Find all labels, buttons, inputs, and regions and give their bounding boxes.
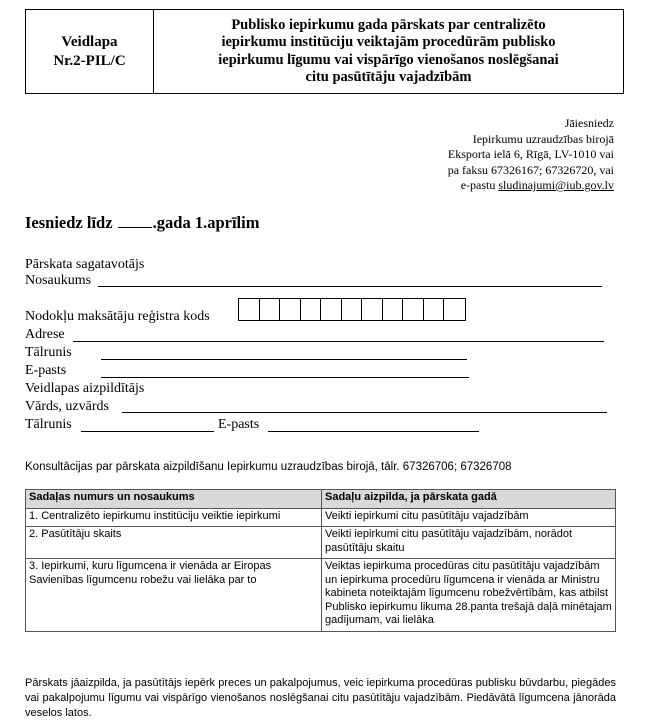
digit-box[interactable] [383,299,404,320]
filler-email-field[interactable] [268,431,479,432]
email-label: E-pasts [25,363,67,378]
form-number: Nr.2-PIL/C [53,52,126,69]
instructions-note: Pārskats jāaizpilda, ja pasūtītājs iepērk preces un pakalpojumus, veic iepirkuma procedūras publisku būvdarbu, piegādes vai pakalpojumu līgumu vai vispārīgo vienošanos noslēgšanai citu pasūtītāju vajadzībām. Piedāvātā līgumcena jānorāda veselos latos. [25,677,616,719]
form-label: Veidlapa [61,33,118,50]
digit-box[interactable] [239,299,260,320]
phone-field[interactable] [101,359,467,360]
submission-address [448,116,614,194]
table-cell: 1. Centralizēto iepirkumu institūciju veiktie iepirkumi [26,508,322,527]
sections-table [25,489,616,632]
digit-box[interactable] [444,299,465,320]
filler-phone-field[interactable] [81,431,214,432]
deadline-suffix: .gada 1.aprīlim [152,213,260,232]
address-label: Adrese [25,327,65,342]
deadline [25,213,259,233]
preparer-heading: Pārskata sagatavotājs [25,257,145,272]
filler-email-label: E-pasts [218,417,260,432]
name-label: Nosaukums [25,273,92,288]
form-header [25,9,624,94]
consultation-info: Konsultācijas par pārskata aizpildīšanu Iepirkumu uzraudzības birojā, tālr. 67326706; 67326708 [25,461,512,473]
submission-email-link[interactable]: sludinajumi@iub.gov.lv [498,178,614,192]
address-email-line [448,178,614,194]
digit-box[interactable] [424,299,445,320]
table-header-row [26,490,616,509]
table-cell: Veikti iepirkumi citu pasūtītāju vajadzībām, norādot pasūtītāju skaitu [322,527,616,559]
title-line: iepirkumu institūciju veiktajām procedūrām publisko [221,34,556,50]
title-line: iepirkumu līgumu vai vispārīgo vienošanos noslēgšanai [218,51,559,68]
address-line: Eksporta ielā 6, Rīgā, LV-1010 vai [447,147,614,161]
table-cell: Veikti iepirkumi citu pasūtītāju vajadzībām [322,508,616,527]
address-field[interactable] [73,341,604,342]
table-row [26,559,616,632]
digit-box[interactable] [362,299,383,320]
digit-box[interactable] [342,299,363,320]
tax-code-boxes[interactable] [238,298,466,321]
column-header: Sadaļu aizpilda, ja pārskata gadā [322,490,616,509]
title-line: Publisko iepirkumu gada pārskats par centralizēto [231,16,546,33]
table-row [26,508,616,527]
filler-heading: Veidlapas aizpildītājs [25,381,145,396]
name-field[interactable] [98,286,602,287]
phone-label: Tālrunis [25,345,72,360]
table-row [26,527,616,559]
digit-box[interactable] [321,299,342,320]
digit-box[interactable] [260,299,281,320]
digit-box[interactable] [280,299,301,320]
table-cell: Veiktas iepirkuma procedūras citu pasūtītāju vajadzībām un iepirkuma procedūru līgumcena ir vienāda ar Ministru kabineta noteiktajām līgumcenu robežvērtībām, kas atbilst Publisko iepirkumu likuma 28.panta trešajā daļā minētajam gadījumam, vai lielāka [322,559,616,632]
digit-box[interactable] [403,299,424,320]
title-line: citu pasūtītāju vajadzībām [305,69,472,85]
digit-box[interactable] [301,299,322,320]
address-line: Jāiesniedz [564,116,614,130]
table-cell: 3. Iepirkumi, kuru līgumcena ir vienāda ar Eiropas Savienības līgumcenu robežu vai lielāka par to [26,559,322,632]
year-blank[interactable] [118,215,152,228]
fullname-field[interactable] [122,412,607,413]
fullname-label: Vārds, uzvārds [25,399,109,414]
address-line: pa faksu 67326167; 67326720, vai [447,162,614,177]
column-header: Sadaļas numurs un nosaukums [26,490,322,509]
address-line: Iepirkumu uzraudzības birojā [472,131,614,146]
filler-phone-label: Tālrunis [25,417,72,432]
email-prefix: e-pastu [460,178,499,192]
table-cell: 2. Pasūtītāju skaits [26,527,322,559]
tax-code-label: Nodokļu maksātāju reģistra kods [25,309,210,324]
form-title [154,10,623,93]
form-id-cell [26,10,154,93]
email-field[interactable] [101,377,469,378]
deadline-prefix: Iesniedz līdz [25,213,117,232]
